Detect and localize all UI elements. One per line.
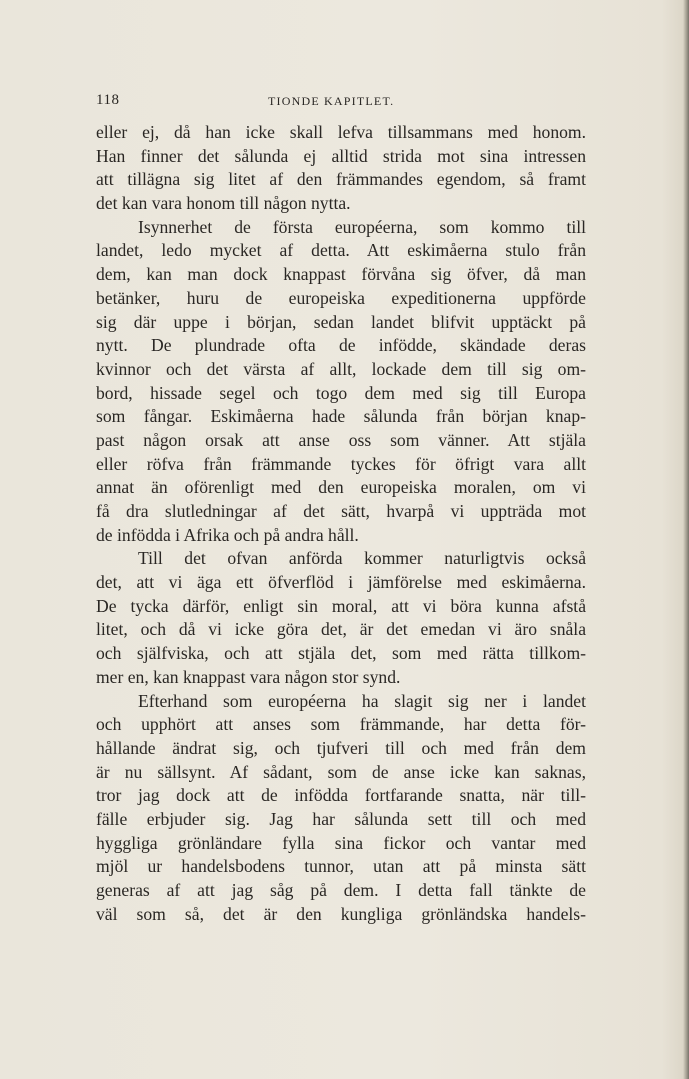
text-line: Han finner det sålunda ej alltid strida mot sina intressen bbox=[96, 145, 586, 166]
body-text bbox=[96, 121, 586, 926]
text-line: eller ej, då han icke skall lefva tillsammans med honom. bbox=[96, 122, 586, 142]
text-line: bord, hissade segel och togo dem med sig till Europa bbox=[96, 382, 586, 403]
text-line: Isynnerhet de första européerna, som kommo till bbox=[138, 216, 586, 237]
text-line: det, att vi äga ett öfverflöd i jämförelse med eskimåerna. bbox=[96, 572, 586, 593]
text-line: att tillägna sig litet af den främmandes egendom, så framt bbox=[96, 169, 586, 190]
text-line: hyggliga grönländare fylla sina fickor och vantar med bbox=[96, 832, 586, 853]
running-head: TIONDE KAPITLET. bbox=[268, 94, 395, 108]
text-line: past någon orsak att anse oss som vänner. Att stjäla bbox=[96, 429, 586, 450]
text-line: generas af att jag såg på dem. I detta fall tänkte de bbox=[96, 880, 586, 900]
text-line: Efterhand som européerna ha slagit sig ner i landet bbox=[138, 690, 586, 711]
text-line: Till det ofvan anförda kommer naturligtvis också bbox=[138, 548, 586, 569]
text-line: de infödda i Afrika och på andra håll. bbox=[96, 524, 359, 545]
text-line: och upphört att anses som främmande, har detta för- bbox=[96, 714, 586, 735]
text-line: litet, och då vi icke göra det, är det emedan vi äro snåla bbox=[96, 619, 586, 640]
text-line: mer en, kan knappast vara någon stor synd. bbox=[96, 666, 401, 687]
text-line: nytt. De plundrade ofta de infödde, skändade deras bbox=[96, 335, 586, 356]
text-line: är nu sällsynt. Af sådant, som de anse icke kan saknas, bbox=[96, 761, 586, 782]
text-line: väl som så, det är den kungliga grönländska handels- bbox=[96, 903, 586, 924]
text-line: sig där uppe i början, sedan landet blifvit upptäckt på bbox=[96, 311, 586, 332]
text-line: landet, ledo mycket af detta. Att eskimåerna stulo från bbox=[96, 240, 586, 261]
page-header bbox=[96, 92, 586, 112]
text-line: mjöl ur handelsbodens tunnor, utan att på minsta sätt bbox=[96, 856, 586, 877]
text-line: fälle erbjuder sig. Jag har sålunda sett till och med bbox=[96, 808, 586, 829]
text-line: dem, kan man dock knappast förvåna sig öfver, då man bbox=[96, 264, 586, 285]
text-line: som fångar. Eskimåerna hade sålunda från början knap- bbox=[96, 406, 586, 427]
page-number: 118 bbox=[96, 92, 120, 108]
text-line: det kan vara honom till någon nytta. bbox=[96, 193, 351, 214]
text-line: kvinnor och det värsta af allt, lockade dem till sig om- bbox=[96, 358, 586, 379]
text-line: tror jag dock att de infödda fortfarande snatta, när till- bbox=[96, 785, 586, 806]
text-line: få dra slutledningar af det sätt, hvarpå vi uppträda mot bbox=[96, 501, 586, 521]
text-line: De tycka därför, enligt sin moral, att vi böra kunna afstå bbox=[96, 595, 586, 616]
text-line: och själfviska, och att stjäla det, som med rätta tillkom- bbox=[96, 643, 586, 664]
text-line: hållande ändrat sig, och tjufveri till och med från dem bbox=[96, 737, 586, 758]
text-line: betänker, huru de europeiska expeditionerna uppförde bbox=[96, 287, 586, 308]
text-line: annat än oförenligt med den europeiska moralen, om vi bbox=[96, 477, 586, 498]
text-line: eller röfva från främmande tyckes för öfrigt vara allt bbox=[96, 453, 586, 474]
page-edge bbox=[683, 0, 689, 1079]
